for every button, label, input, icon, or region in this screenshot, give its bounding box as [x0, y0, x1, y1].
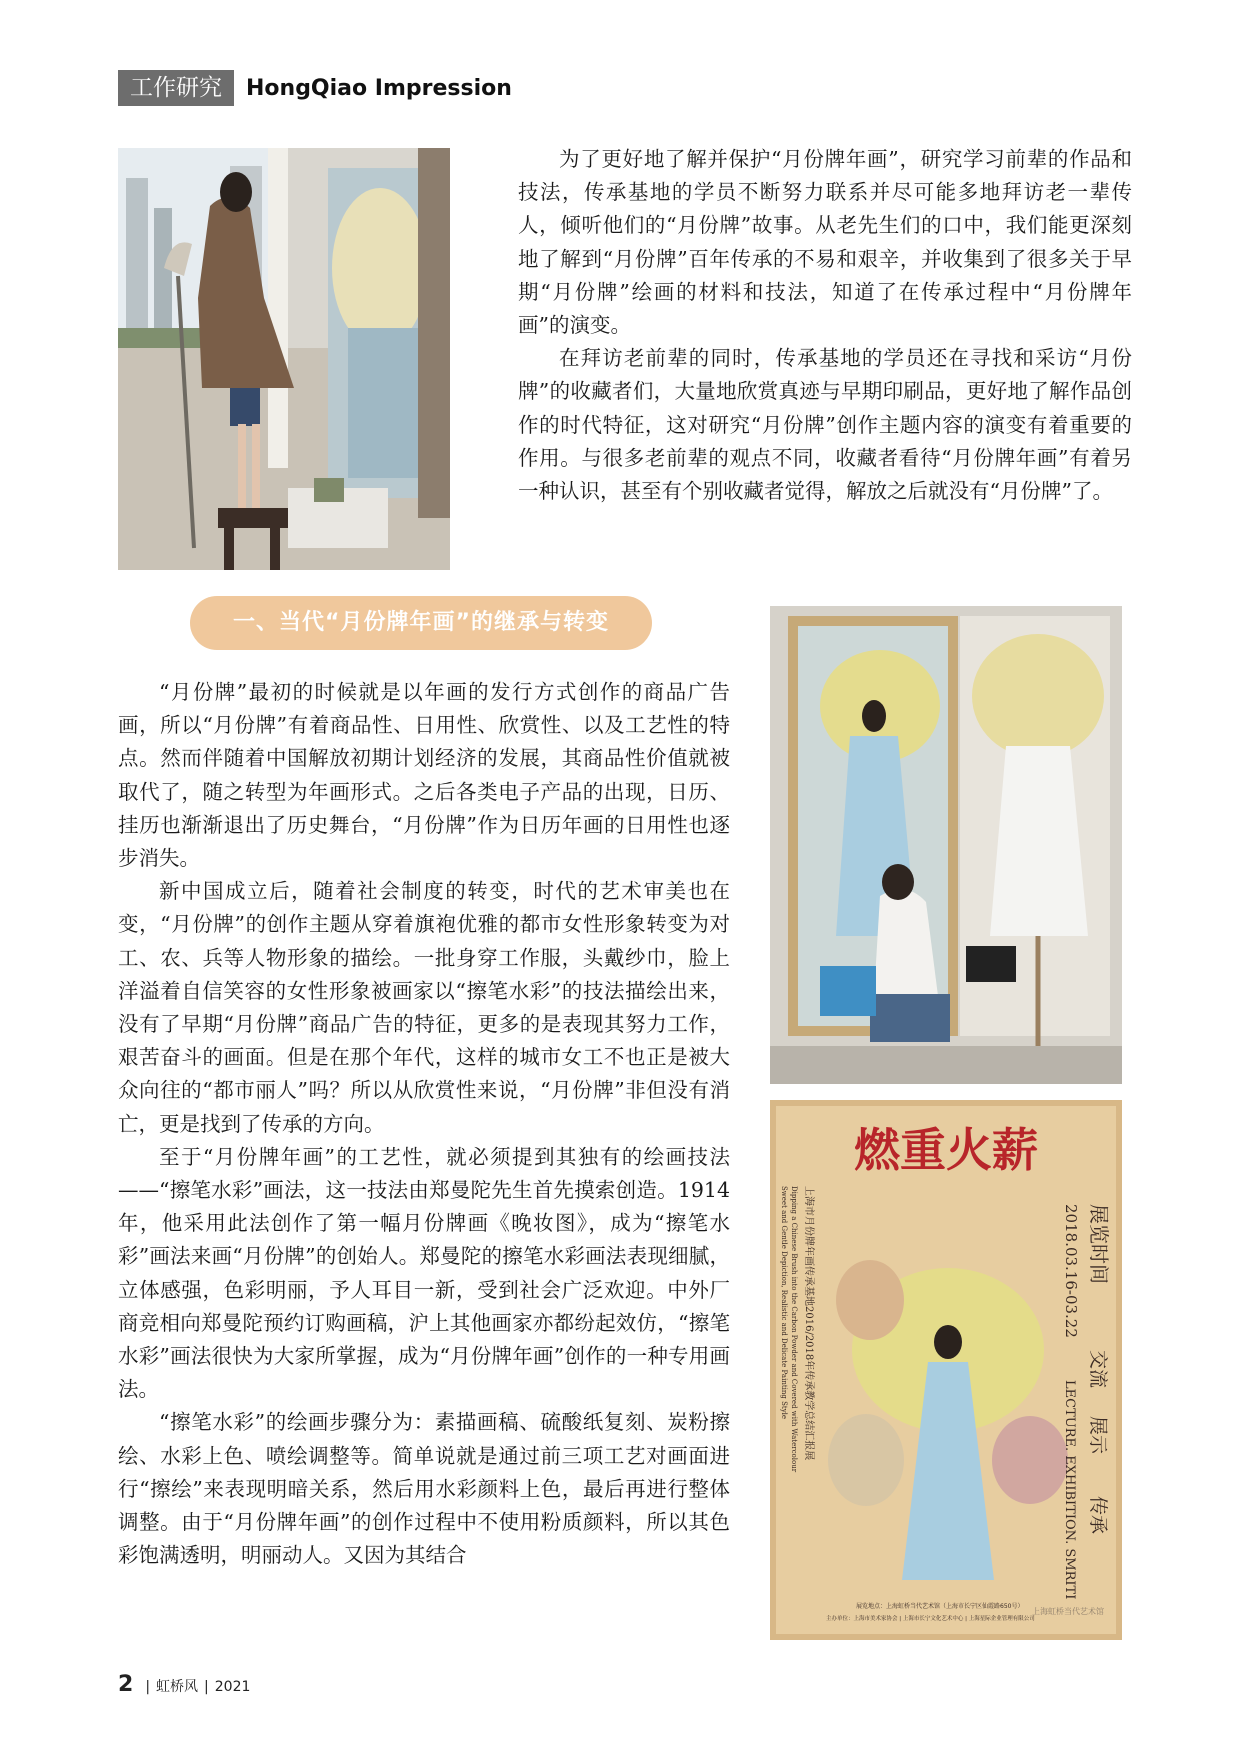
section-heading: 一、当代“月份牌年画”的继承与转变 [190, 596, 652, 650]
photo-painter-window [118, 148, 450, 570]
poster-keyword: 交流 [1087, 1350, 1109, 1389]
photo-studio-paintings [770, 606, 1122, 1084]
poster-exhibition-label: 展览时间 [1087, 1204, 1111, 1284]
intro-paragraph: 为了更好地了解并保护“月份牌年画”，研究学习前辈的作品和技法，传承基地的学员不断努力联系并尽可能多地拜访老一辈传人，倾听他们的“月份牌”故事。从老先生们的口中，我们能更深刻地了解到“月份牌”百年传承的不易和艰辛，并收集到了很多关于早期“月份牌”绘画的材料和技法，知道了在传承过程中“月份牌年画”的演变。 [518, 147, 1132, 338]
poster-keyword: 展示 [1087, 1416, 1109, 1455]
poster-keywords-en: LECTURE. EXHIBITION. SMRITI [1062, 1380, 1077, 1600]
main-paragraph: 新中国成立后，随着社会制度的转变，时代的艺术审美也在变，“月份牌”的创作主题从穿着旗袍优雅的都市女性形象转变为对工、农、兵等人物形象的描绘。一批身穿工作服，头戴纱巾，脸上洋溢着自信笑容的女性形象被画家以“擦笔水彩”的技法描绘出来，没有了早期“月份牌”商品广告的特征，更多的是表现其努力工作，艰苦奋斗的画面。但是在那个年代，这样的城市女工不也正是被大众向往的“都市丽人”吗？所以从欣赏性来说，“月份牌”非但没有消亡，更是找到了传承的方向。 [118, 879, 730, 1136]
main-paragraph: 至于“月份牌年画”的工艺性，就必须提到其独有的绘画技法——“擦笔水彩”画法，这一技法由郑曼陀先生首先摸索创造。1914年，他采用此法创作了第一幅月份牌画《晚妆图》，成为“擦笔水彩”画法来画“月份牌”的创始人。郑曼陀的擦笔水彩画法表现细腻，立体感强，色彩明丽，予人耳目一新，受到社会广泛欢迎。中外厂商竞相向郑曼陀预约订购画稿，沪上其他画家亦都纷起效仿，“擦笔水彩”画法很快为大家所掌握，成为“月份牌年画”创作的一种专用画法。 [118, 1144, 730, 1402]
poster-dates: 2018.03.16-03.22 [1062, 1204, 1080, 1338]
poster-watermark: 上海虹桥当代艺术馆 [1032, 1607, 1104, 1616]
publication-year: 2021 [214, 1679, 251, 1695]
exhibition-poster [770, 1100, 1122, 1640]
poster-subtitle-en-2: Sweet and Gentle Depiction, Realistic and Delicate Painting Style [780, 1186, 788, 1420]
magazine-name: HongQiao Impression [246, 75, 512, 101]
footer-separator: | [145, 1679, 151, 1695]
poster-subtitle-cn: 上海市月份牌年画传承基地2016/2018年传承教学总结汇报展 [803, 1186, 814, 1461]
poster-keyword: 传承 [1087, 1496, 1109, 1535]
intro-text [518, 143, 1132, 508]
intro-paragraph: 在拜访老前辈的同时，传承基地的学员还在寻找和采访“月份牌”的收藏者们，大量地欣赏真迹与早期印刷品，更好地了解作品创作的时代特征，这对研究“月份牌”创作主题内容的演变有着重要的作用。与很多老前辈的观点不同，收藏者看待“月份牌年画”有着另一种认识，甚至有个别收藏者觉得，解放之后就没有“月份牌”了。 [518, 346, 1132, 504]
section-tag: 工作研究 [118, 70, 234, 106]
main-paragraph: “月份牌”最初的时候就是以年画的发行方式创作的商品广告画，所以“月份牌”有着商品性、日用性、欣赏性、以及工艺性的特点。然而伴随着中国解放初期计划经济的发展，其商品性价值就被取代了，随之转型为年画形式。之后各类电子产品的出现，日历、挂历也渐渐退出了历史舞台，“月份牌”作为日历年画的日用性也逐步消失。 [118, 680, 730, 871]
poster-title: 燃重火薪 [854, 1123, 1038, 1177]
poster-venue: 展览地点：上海虹桥当代艺术馆（上海市长宁区仙霞路650号） [856, 1603, 1024, 1610]
page-number: 2 [118, 1672, 134, 1697]
main-text [118, 676, 730, 1572]
page-footer [118, 1672, 250, 1697]
publication-name: 虹桥风 [156, 1679, 199, 1695]
poster-subtitle-en-1: Dipping a Chinese Brush into the Carbon Powder and Covered with Watercolour [790, 1186, 798, 1473]
footer-separator: | [204, 1679, 209, 1695]
page-header [118, 70, 512, 106]
poster-organizers: 主办单位：上海市美术家协会 | 上海市长宁文化艺术中心 | 上海星际企业管理有限公司 [826, 1616, 1035, 1622]
main-paragraph: “擦笔水彩”的绘画步骤分为：素描画稿、硫酸纸复刻、炭粉擦绘、水彩上色、喷绘调整等。简单说就是通过前三项工艺对画面进行“擦绘”来表现明暗关系，然后用水彩颜料上色，最后再进行整体调整。由于“月份牌年画”的创作过程中不使用粉质颜料，所以其色彩饱满透明，明丽动人。又因为其结合 [118, 1410, 730, 1568]
